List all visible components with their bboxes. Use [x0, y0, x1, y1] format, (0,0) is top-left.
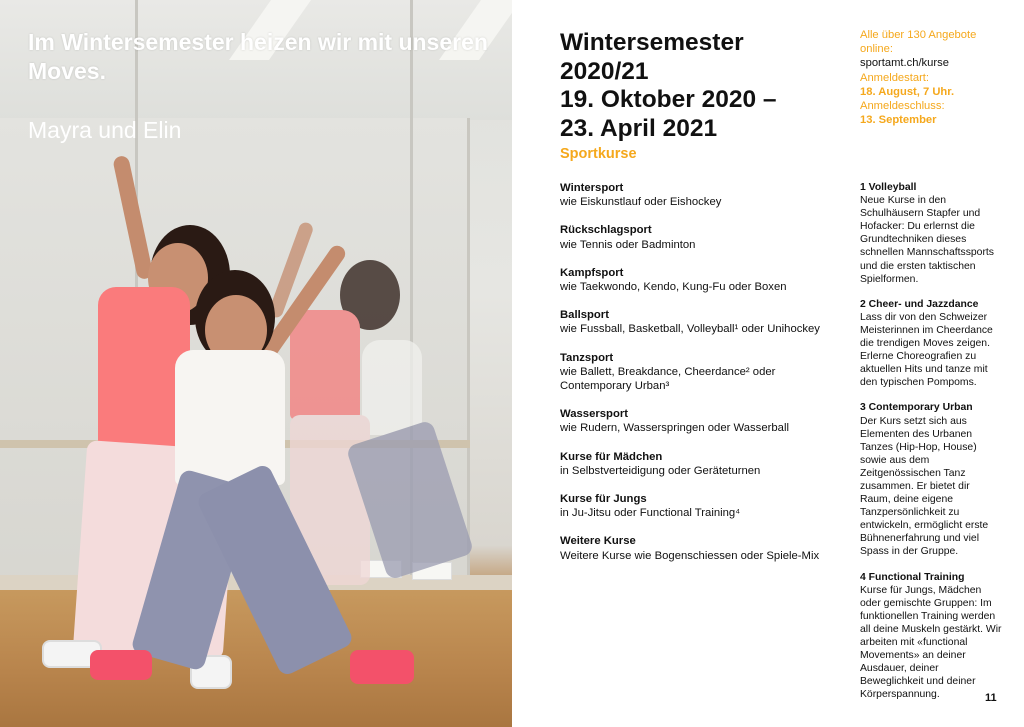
footnote-item [860, 181, 1002, 286]
course-item [560, 181, 840, 209]
course-item [560, 450, 840, 478]
course-heading: Tanzsport [560, 351, 614, 364]
course-text: wie Eiskunstlauf oder Eishockey [560, 196, 722, 209]
footnote-text: Kurse für Jungs, Mädchen oder gemischte Gruppen: Im funktionellen Training werden all deine Muskeln gestärkt. Wir arbeiten mit «functional Movements» an deiner Ausdauer, deiner Beweglichkeit und deiner Körperspannung. [860, 584, 1002, 701]
course-text: wie Rudern, Wasserspringen oder Wasserball [560, 422, 789, 435]
footnotes [860, 181, 1002, 713]
footnote-heading: 2 Cheer- und Jazzdance [860, 298, 979, 310]
course-text: wie Tennis oder Badminton [560, 238, 696, 251]
course-item [560, 351, 840, 394]
info-box [860, 28, 1010, 127]
course-heading: Kurse für Mädchen [560, 450, 663, 463]
course-text: wie Fussball, Basketball, Volleyball¹ oder Unihockey [560, 323, 820, 336]
course-item [560, 266, 840, 294]
course-url-link[interactable]: sportamt.ch/kurse [860, 57, 949, 70]
course-item [560, 492, 840, 520]
course-item [560, 534, 840, 562]
title-line: 19. Oktober 2020 – [560, 86, 777, 113]
course-text: wie Ballett, Breakdance, Cheerdance² oder Contemporary Urban³ [560, 365, 776, 393]
footnote-item [860, 401, 1002, 558]
course-list [560, 181, 840, 577]
course-heading: Kurse für Jungs [560, 493, 647, 506]
course-heading: Kampfsport [560, 266, 624, 279]
footnote-text: Neue Kurse in den Schulhäusern Stapfer und Hofacker: Du erlernst die Grundtechniken dieses schnellen Mannschaftssports und die ersten taktischen Spielformen. [860, 195, 994, 285]
footnote-text: Lass dir von den Schweizer Meisterinnen im Cheerdance die trendigen Moves zeigen. Erlerne Choreografien zu aktuellen Hits und tanze mit den typischen Pompoms. [860, 311, 993, 389]
footnote-text: Der Kurs setzt sich aus Elementen des Urbanen Tanzes (Hip-Hop, House) sowie aus dem Zeitgenössischen Tanz zusammen. Er bietet dir Raum, deine eigene Tanzpersönlichkeit zu entwickeln, ermöglicht erste Bühnenerfahrung und viel Spass in der Gruppe. [860, 415, 989, 558]
registration-start-label: Anmeldestart: [860, 71, 930, 84]
page-title [560, 29, 840, 143]
course-text: wie Taekwondo, Kendo, Kung-Fu oder Boxen [560, 281, 787, 294]
title-line: Wintersemester [560, 29, 744, 56]
footnote-heading: 1 Volleyball [860, 182, 917, 193]
section-subtitle: Sportkurse [560, 146, 637, 162]
offers-text: Alle über 130 Angebote online: [860, 29, 977, 56]
footnote-item [860, 298, 1002, 390]
footnote-heading: 3 Contemporary Urban [860, 402, 973, 414]
footnote-item [860, 571, 1002, 702]
title-line: 23. April 2021 [560, 114, 718, 142]
registration-end-value: 13. September [860, 114, 937, 127]
registration-start-value: 18. August, 7 Uhr. [860, 85, 955, 98]
title-line: 2020/21 [560, 57, 649, 85]
course-text: in Ju-Jitsu oder Functional Training⁴ [560, 507, 741, 520]
course-text: Weitere Kurse wie Bogenschiessen oder Spiele-Mix [560, 549, 820, 562]
course-heading: Weitere Kurse [560, 535, 636, 548]
registration-end-label: Anmeldeschluss: [860, 100, 945, 113]
page-number: 11 [985, 692, 997, 704]
photo-headline: Im Wintersemester heizen wir mit unseren Moves. [28, 29, 488, 84]
course-item [560, 223, 840, 251]
course-heading: Wassersport [560, 408, 629, 421]
course-item [560, 308, 840, 336]
course-heading: Rückschlagsport [560, 224, 652, 237]
photo-caption: Mayra und Elin [28, 117, 182, 143]
course-text: in Selbstverteidigung oder Geräteturnen [560, 464, 761, 477]
course-item [560, 407, 840, 435]
footnote-heading: 4 Functional Training [860, 571, 965, 583]
course-heading: Wintersport [560, 182, 624, 194]
course-heading: Ballsport [560, 309, 609, 322]
